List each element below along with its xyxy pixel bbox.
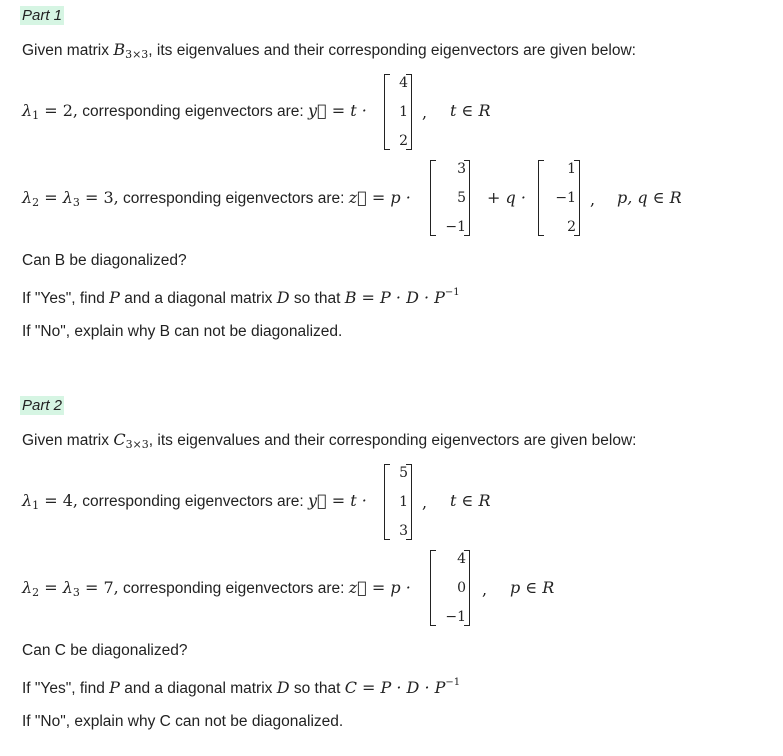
part1-yes-suffix: so that (289, 290, 345, 307)
part2-matrix-name: C (113, 430, 126, 449)
part2-eig23-line: $\lambda_2 = \lambda_3 = 7$, corresponding eigenvectors are: z⃗ = p · (22, 578, 411, 599)
part2-eig23-param: p ∈ R (510, 578, 555, 597)
part2-eig1-param: t ∈ R (450, 491, 491, 510)
matrix-entry: 0 (457, 580, 466, 596)
part1-yes-mid: and a diagonal matrix (119, 290, 277, 307)
part1-eig1-lambda: λ (22, 101, 33, 120)
matrix-entry: −1 (445, 609, 466, 625)
comma: , (422, 103, 428, 122)
matrix-entry: 1 (567, 161, 576, 177)
part1-yes-P: P (109, 288, 120, 307)
part2-eig1-vector-expr: y⃗ = t · (308, 491, 367, 510)
part1-eig2-sub: 2 (32, 196, 40, 209)
matrix-entry: 3 (457, 161, 466, 177)
part1-eig1-text: corresponding eigenvectors are: (82, 103, 304, 120)
matrix-entry: 5 (457, 190, 466, 206)
part1-eig23-vector-b (538, 160, 580, 236)
part1-eig3-sub: 3 (72, 196, 80, 209)
part2-eig2-sub: 2 (32, 586, 40, 599)
part1-matrix-size: 3×3 (125, 48, 149, 61)
part2-eig1-lambda-sub: 1 (32, 499, 40, 512)
part2-yes-line (22, 677, 460, 698)
part1-yes-formula: B = P · D · P (344, 288, 445, 307)
part2-intro-suffix: , its eigenvalues and their corresponding eigenvectors are given below: (148, 432, 637, 449)
matrix-entry: 4 (399, 75, 408, 91)
part2-eig1-line (22, 491, 367, 512)
part2-intro-prefix: Given matrix (22, 432, 114, 449)
part2-yes-prefix: If "Yes", find (22, 680, 110, 697)
part1-label: Part 1 (22, 7, 63, 24)
part1-intro-prefix: Given matrix (22, 42, 114, 59)
matrix-entry: 1 (399, 494, 408, 510)
matrix-entry: −1 (555, 190, 576, 206)
part2-matrix-size: 3×3 (125, 438, 149, 451)
part1-eig1-param: t ∈ R (450, 101, 491, 120)
part2-eig1-value: = 4, (39, 491, 78, 510)
part2-label: Part 2 (22, 397, 63, 414)
part2-yes-exp: −1 (445, 677, 461, 688)
part2-intro (22, 430, 636, 451)
part1-eig23-param: p, q ∈ R (617, 188, 682, 207)
part1-intro-suffix: , its eigenvalues and their corresponding eigenvectors are given below: (148, 42, 636, 59)
part1-yes-exp: −1 (444, 287, 460, 298)
part1-eig23-vector-a (430, 160, 470, 236)
part1-no-text: If "No", explain why B can not be diagonalized. (22, 323, 343, 340)
part2-eig3-sub: 3 (72, 586, 80, 599)
matrix-entry: 2 (567, 219, 576, 235)
part1-eig23-line: $\lambda_2 = \lambda_3 = 3$, corresponding eigenvectors are: z⃗ = p · (22, 188, 411, 209)
part2-yes-formula: C = P · D · P (344, 678, 446, 697)
matrix-entry: 5 (399, 465, 408, 481)
part2-yes-P: P (109, 678, 120, 697)
comma: , (482, 580, 488, 599)
matrix-entry: −1 (445, 219, 466, 235)
part1-question: Can B be diagonalized? (22, 252, 187, 269)
part2-eig23-text: corresponding eigenvectors are: (123, 580, 345, 597)
part1-eig1-lambda-sub: 1 (32, 109, 40, 122)
part1-eig23-vector-expr: z⃗ = p · (348, 188, 411, 207)
part1-eig1-vector-expr: y⃗ = t · (308, 101, 367, 120)
part2-question: Can C be diagonalized? (22, 642, 188, 659)
matrix-entry: 2 (399, 133, 408, 149)
matrix-entry: 1 (399, 104, 408, 120)
part2-yes-mid: and a diagonal matrix (119, 680, 277, 697)
part1-eig23-value: = 3, (79, 188, 119, 207)
part1-yes-line (22, 287, 460, 308)
part2-yes-D: D (276, 678, 290, 697)
part1-eig1-value: = 2, (39, 101, 78, 120)
part2-eig23-vector-a (430, 550, 470, 626)
part2-eig1-lambda: λ (22, 491, 33, 510)
matrix-entry: 4 (457, 551, 466, 567)
part1-eig1-vector (384, 74, 412, 150)
part2-eig23-value: = 7, (79, 578, 119, 597)
comma: , (590, 190, 596, 209)
matrix-entry: 3 (399, 523, 408, 539)
part1-intro (22, 40, 636, 61)
comma: , (422, 493, 428, 512)
part1-plus-q: + q · (487, 188, 526, 207)
part2-yes-suffix: so that (289, 680, 345, 697)
part1-yes-prefix: If "Yes", find (22, 290, 110, 307)
part1-matrix-name: B (113, 40, 126, 59)
part1-yes-D: D (276, 288, 290, 307)
part1-eig23-text: corresponding eigenvectors are: (123, 190, 345, 207)
part1-eig1-line (22, 101, 367, 122)
part2-eig23-vector-expr: z⃗ = p · (348, 578, 411, 597)
part2-eig1-text: corresponding eigenvectors are: (82, 493, 304, 510)
part2-no-text: If "No", explain why C can not be diagonalized. (22, 713, 344, 730)
part2-eig1-vector (384, 464, 412, 540)
